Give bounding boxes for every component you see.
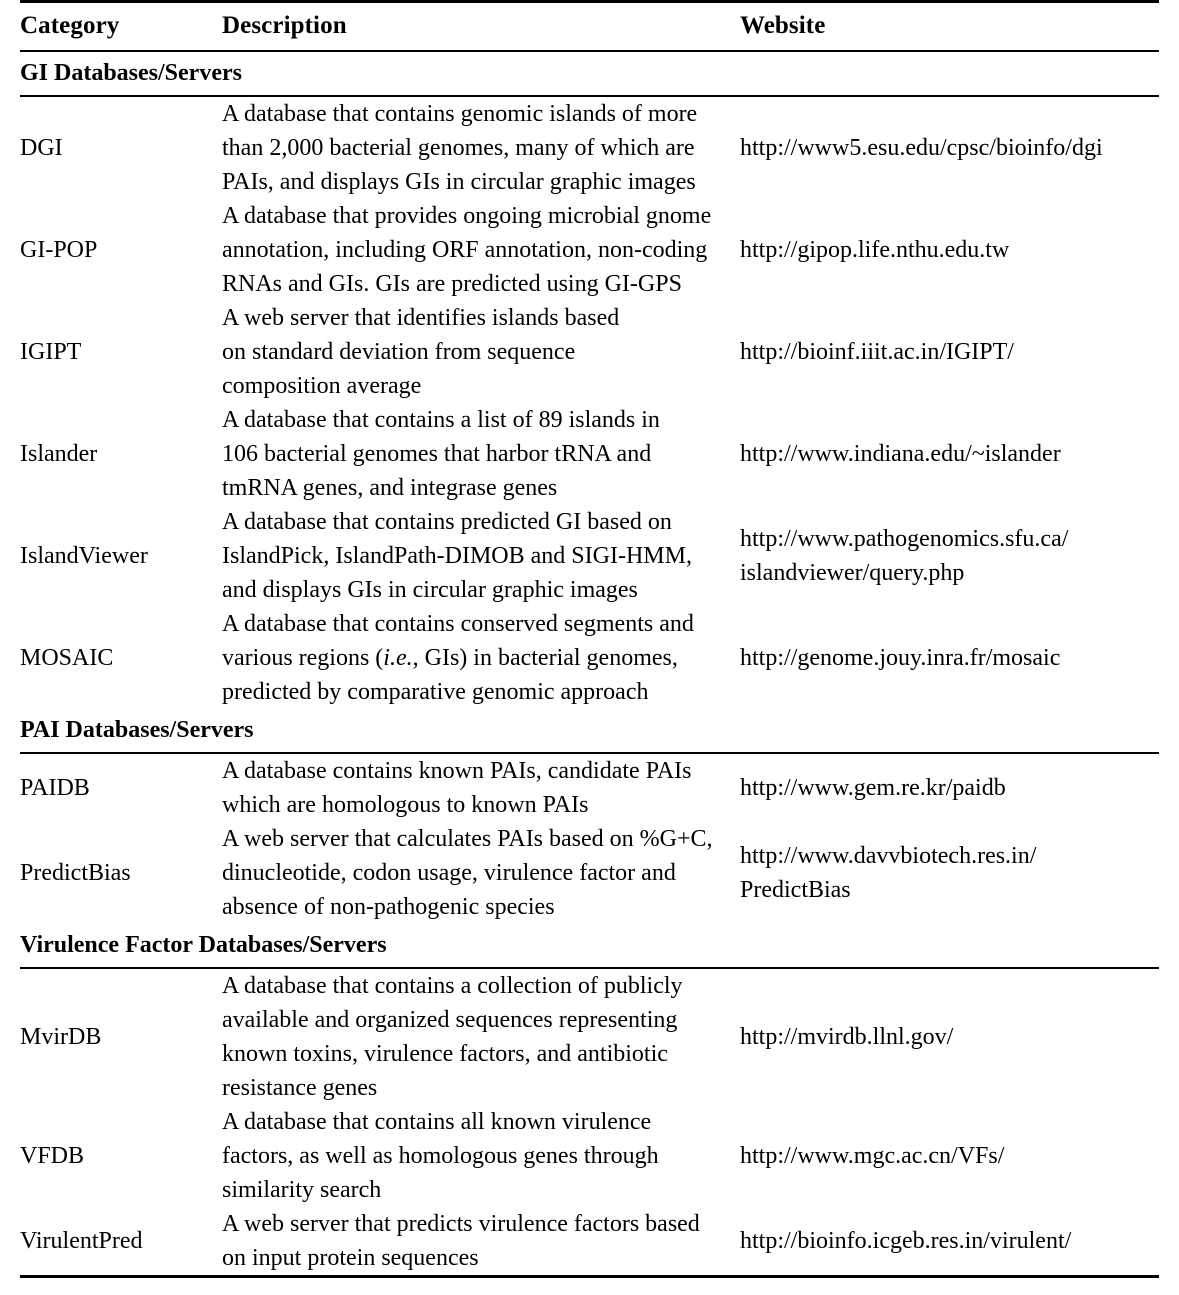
website-line: http://www.davvbiotech.res.in/ <box>740 843 1037 869</box>
cell-description <box>222 403 740 505</box>
cell-description <box>222 199 740 301</box>
cell-website[interactable] <box>740 403 1159 505</box>
cell-website[interactable] <box>740 1105 1159 1207</box>
table-row <box>20 822 1159 924</box>
cell-category: GI-POP <box>20 237 98 263</box>
description-line: available and organized sequences representing <box>222 1007 678 1033</box>
description-line: A web server that identifies islands based <box>222 305 620 331</box>
section-header-row <box>20 924 1159 968</box>
website-line: http://www.pathogenomics.sfu.ca/ <box>740 526 1069 552</box>
description-line: predicted by comparative genomic approach <box>222 679 649 705</box>
description-line: absence of non-pathogenic species <box>222 894 555 920</box>
cell-description <box>222 1207 740 1277</box>
cell-description <box>222 505 740 607</box>
description-line: A database contains known PAIs, candidate PAIs <box>222 758 692 784</box>
cell-category: IslandViewer <box>20 543 148 569</box>
website-line: http://www5.esu.edu/cpsc/bioinfo/dgi <box>740 135 1103 161</box>
cell-category: MvirDB <box>20 1024 102 1050</box>
description-line: A database that contains all known virulence <box>222 1109 652 1135</box>
description-line: on standard deviation from sequence <box>222 339 576 365</box>
databases-servers-table <box>20 0 1159 1278</box>
website-line: http://www.indiana.edu/~islander <box>740 441 1061 467</box>
section-title: GI Databases/Servers <box>20 51 1159 96</box>
table-bottom-rule <box>20 1277 1159 1279</box>
cell-description <box>222 1105 740 1207</box>
description-line: A database that contains predicted GI based on <box>222 509 672 535</box>
description-line: IslandPick, IslandPath-DIMOB and SIGI-HMM, <box>222 543 692 569</box>
description-line: known toxins, virulence factors, and antibiotic <box>222 1041 668 1067</box>
description-line: A database that contains genomic islands of more <box>222 101 698 127</box>
cell-website[interactable] <box>740 505 1159 607</box>
website-line: http://mvirdb.llnl.gov/ <box>740 1024 954 1050</box>
website-line: islandviewer/query.php <box>740 560 965 586</box>
website-line: http://gipop.life.nthu.edu.tw <box>740 237 1010 263</box>
website-line: http://bioinf.iiit.ac.in/IGIPT/ <box>740 339 1014 365</box>
website-line: http://bioinfo.icgeb.res.in/virulent/ <box>740 1228 1072 1254</box>
section-title: Virulence Factor Databases/Servers <box>20 924 1159 968</box>
description-line: various regions (i.e., GIs) in bacterial genomes, <box>222 645 678 671</box>
cell-description <box>222 607 740 709</box>
description-line: 106 bacterial genomes that harbor tRNA and <box>222 441 652 467</box>
table-row <box>20 199 1159 301</box>
cell-website[interactable] <box>740 607 1159 709</box>
description-line: A database that provides ongoing microbial gnome <box>222 203 712 229</box>
section-title: PAI Databases/Servers <box>20 709 1159 753</box>
section-header-row <box>20 51 1159 96</box>
website-line: PredictBias <box>740 877 851 903</box>
cell-category: PredictBias <box>20 860 131 886</box>
cell-category: PAIDB <box>20 775 90 801</box>
cell-category: VirulentPred <box>20 1228 143 1254</box>
description-line: dinucleotide, codon usage, virulence factor and <box>222 860 676 886</box>
website-line: http://www.gem.re.kr/paidb <box>740 775 1006 801</box>
table-row <box>20 1105 1159 1207</box>
table-row <box>20 403 1159 505</box>
column-header-description: Description <box>222 2 740 52</box>
table-row <box>20 301 1159 403</box>
cell-category: VFDB <box>20 1143 85 1169</box>
description-line: RNAs and GIs. GIs are predicted using GI-GPS <box>222 271 682 297</box>
cell-description <box>222 301 740 403</box>
description-line: composition average <box>222 373 422 399</box>
section-header-row <box>20 709 1159 753</box>
description-line: similarity search <box>222 1177 382 1203</box>
cell-website[interactable] <box>740 1207 1159 1277</box>
description-line: tmRNA genes, and integrase genes <box>222 475 558 501</box>
column-header-website: Website <box>740 2 1159 52</box>
cell-category: MOSAIC <box>20 645 114 671</box>
description-line: than 2,000 bacterial genomes, many of which are <box>222 135 695 161</box>
table-row <box>20 968 1159 1105</box>
cell-website[interactable] <box>740 968 1159 1105</box>
cell-description <box>222 822 740 924</box>
description-line: A database that contains a list of 89 islands in <box>222 407 660 433</box>
description-line: PAIs, and displays GIs in circular graphic images <box>222 169 696 195</box>
cell-category: Islander <box>20 441 98 467</box>
description-line: factors, as well as homologous genes through <box>222 1143 659 1169</box>
website-line: http://genome.jouy.inra.fr/mosaic <box>740 645 1061 671</box>
table-row <box>20 607 1159 709</box>
description-line: and displays GIs in circular graphic images <box>222 577 638 603</box>
website-line: http://www.mgc.ac.cn/VFs/ <box>740 1143 1005 1169</box>
cell-website[interactable] <box>740 199 1159 301</box>
cell-description <box>222 968 740 1105</box>
description-line: resistance genes <box>222 1075 378 1101</box>
table-head <box>20 2 1159 52</box>
table-header-row <box>20 2 1159 52</box>
italic-abbreviation: i.e. <box>383 645 413 671</box>
cell-website[interactable] <box>740 753 1159 822</box>
table-row <box>20 1207 1159 1277</box>
table-row <box>20 753 1159 822</box>
cell-website[interactable] <box>740 96 1159 199</box>
cell-website[interactable] <box>740 822 1159 924</box>
description-line: which are homologous to known PAIs <box>222 792 589 818</box>
description-line: A database that contains conserved segments and <box>222 611 694 637</box>
description-line: A database that contains a collection of publicly <box>222 973 683 999</box>
bottom-rule-cell <box>20 1277 1159 1279</box>
description-line: annotation, including ORF annotation, non-coding <box>222 237 708 263</box>
cell-category: DGI <box>20 135 63 161</box>
table-row <box>20 96 1159 199</box>
description-line: A web server that calculates PAIs based on %G+C, <box>222 826 713 852</box>
table-row <box>20 505 1159 607</box>
description-line: on input protein sequences <box>222 1245 479 1271</box>
cell-description <box>222 753 740 822</box>
cell-category: IGIPT <box>20 339 82 365</box>
column-header-category: Category <box>20 2 222 52</box>
description-line: A web server that predicts virulence factors based <box>222 1211 700 1237</box>
cell-website[interactable] <box>740 301 1159 403</box>
cell-description <box>222 96 740 199</box>
table-body <box>20 51 1159 1278</box>
